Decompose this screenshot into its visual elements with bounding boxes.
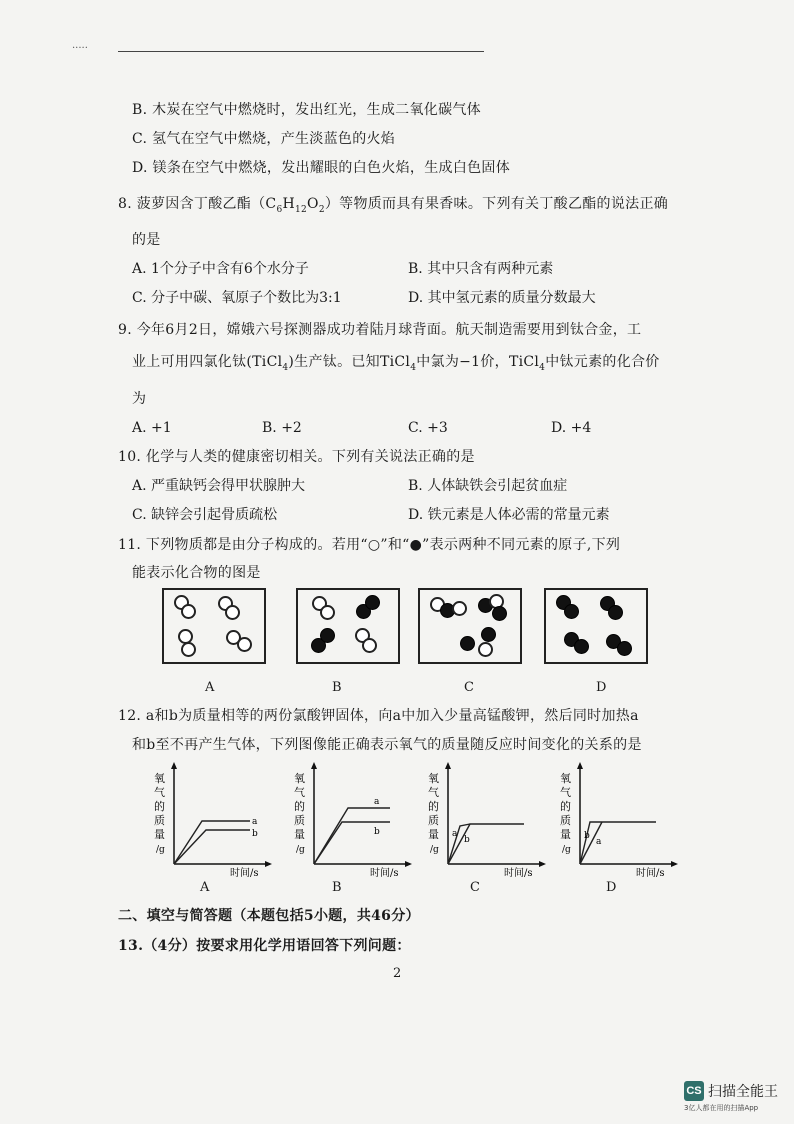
q10-stem: 10. 化学与人类的健康密切相关。下列有关说法正确的是: [118, 449, 475, 465]
q8-option-a: A. 1个分子中含有6个水分子: [132, 261, 309, 277]
svg-text:氧: 氧: [294, 772, 305, 785]
header-rule: [118, 51, 484, 52]
series-b-label: b: [584, 831, 590, 841]
q9-option-d: D. +4: [551, 420, 592, 436]
q10-option-c: C. 缺锌会引起骨质疏松: [132, 507, 278, 523]
svg-text:/g: /g: [296, 845, 305, 855]
q9-stem-line3: 为: [132, 391, 147, 407]
svg-text:的: 的: [560, 800, 571, 813]
scanner-watermark: [684, 1080, 778, 1113]
molecule-box-b: [296, 588, 400, 664]
series-a-label: a: [452, 829, 458, 839]
svg-text:的: 的: [428, 800, 439, 813]
q8-stem: 8. 菠萝因含丁酸乙酯$(C_6H_{12}O_2)$等物质而具有果香味。下列有关丁酸乙酯的说法正确: [118, 196, 669, 215]
molecule-box-a: [162, 588, 266, 664]
svg-text:气: 气: [428, 786, 439, 799]
svg-text:气: 气: [560, 786, 571, 799]
x-axis-label: 时间/s: [370, 868, 399, 878]
svg-text:量: 量: [154, 828, 165, 841]
black-atom: [320, 628, 335, 643]
q8-option-b: B. 其中只含有两种元素: [408, 261, 554, 277]
series-a-label: a: [596, 837, 602, 847]
svg-text:/g: /g: [156, 845, 165, 855]
svg-text:量: 量: [560, 828, 571, 841]
watermark-title: 扫描全能王: [708, 1083, 778, 1100]
q12-label-c: C: [470, 880, 480, 895]
svg-text:的: 的: [154, 800, 165, 813]
q9-option-c: C. +3: [408, 420, 448, 436]
q10-option-b: B. 人体缺铁会引起贫血症: [408, 478, 568, 494]
white-atom: [320, 605, 335, 620]
series-b-label: b: [464, 835, 470, 845]
q7-option-b: B. 木炭在空气中燃烧时，发出红光，生成二氧化碳气体: [132, 102, 481, 118]
black-atom: [574, 639, 589, 654]
q8-stem-line2: 的是: [132, 232, 161, 248]
black-atom: [460, 636, 475, 651]
q7-option-c: C. 氢气在空气中燃烧，产生淡蓝色的火焰: [132, 131, 396, 147]
page-number: 2: [393, 966, 402, 981]
section-2-title: 二、填空与简答题（本题包括5小题，共46分）: [118, 908, 420, 924]
q13-stem: 13.（4分）按要求用化学用语回答下列问题：: [118, 938, 411, 954]
q9-option-b: B. +2: [262, 420, 302, 436]
white-atom: [452, 601, 467, 616]
svg-text:气: 气: [294, 786, 305, 799]
molecule-box-c: [418, 588, 522, 664]
white-atom: [237, 637, 252, 652]
oxygen-graph-a: [150, 760, 274, 878]
q10-option-a: A. 严重缺钙会得甲状腺肿大: [132, 478, 306, 494]
x-axis-label: 时间/s: [230, 868, 259, 878]
oxygen-graph-c: [424, 760, 548, 878]
white-atom: [181, 642, 196, 657]
svg-text:氧: 氧: [560, 772, 571, 785]
series-b-label: b: [252, 829, 258, 839]
white-atom: [181, 604, 196, 619]
svg-text:量: 量: [428, 828, 439, 841]
svg-text:量: 量: [294, 828, 305, 841]
svg-text:质: 质: [294, 814, 305, 827]
black-atom: [365, 595, 380, 610]
q8-option-c: C. 分子中碳、氧原子个数比为3:1: [132, 290, 342, 306]
white-atom: [225, 605, 240, 620]
q11-label-b: B: [332, 680, 342, 695]
q12-stem-line1: 12. a和b为质量相等的两份氯酸钾固体，向a中加入少量高锰酸钾，然后同时加热a: [118, 708, 639, 724]
white-atom: [478, 642, 493, 657]
q8-option-d: D. 其中氢元素的质量分数最大: [408, 290, 596, 306]
svg-text:质: 质: [154, 814, 165, 827]
series-a-label: a: [374, 797, 380, 807]
svg-text:质: 质: [560, 814, 571, 827]
x-axis-label: 时间/s: [636, 868, 665, 878]
svg-text:的: 的: [294, 800, 305, 813]
molecule-box-d: [544, 588, 648, 664]
q9-stem-line1: 9. 今年6月2日，嫦娥六号探测器成功着陆月球背面。航天制造需要用到钛合金，工: [118, 322, 642, 338]
black-atom: [608, 605, 623, 620]
q11-label-d: D: [596, 680, 607, 695]
svg-text:气: 气: [154, 786, 165, 799]
q11-stem-line2: 能表示化合物的图是: [132, 565, 261, 581]
q9-stem-line2: 业上可用四氯化钛(TiCl$_4$)生产钛。已知TiCl$_4$中氯为−1价，TiCl$_4$中钛元素的化合价: [132, 354, 660, 373]
svg-text:质: 质: [428, 814, 439, 827]
q12-label-b: B: [332, 880, 342, 895]
q12-label-a: A: [200, 880, 210, 895]
oxygen-graph-b: [290, 760, 414, 878]
x-axis-label: 时间/s: [504, 868, 533, 878]
black-atom: [564, 604, 579, 619]
black-atom: [492, 606, 507, 621]
oxygen-graph-d: [556, 760, 680, 878]
q12-stem-line2: 和b至不再产生气体，下列图像能正确表示氧气的质量随反应时间变化的关系的是: [132, 737, 642, 753]
q11-label-c: C: [464, 680, 474, 695]
q10-option-d: D. 铁元素是人体必需的常量元素: [408, 507, 610, 523]
q9-option-a: A. +1: [132, 420, 172, 436]
black-atom: [481, 627, 496, 642]
camscanner-logo-icon: CS: [684, 1081, 704, 1101]
svg-text:/g: /g: [430, 845, 439, 855]
q11-stem-line1: 11. 下列物质都是由分子构成的。若用“○”和“●”表示两种不同元素的原子,下列: [118, 537, 621, 553]
svg-text:氧: 氧: [428, 772, 439, 785]
q12-label-d: D: [606, 880, 617, 895]
black-atom: [617, 641, 632, 656]
watermark-subtitle: 3亿人都在用的扫描App: [684, 1103, 759, 1112]
series-b-label: b: [374, 827, 380, 837]
series-a-label: a: [252, 817, 258, 827]
white-atom: [362, 638, 377, 653]
svg-text:/g: /g: [562, 845, 571, 855]
header-dots: .....: [72, 40, 88, 51]
q11-label-a: A: [205, 680, 215, 695]
svg-text:氧: 氧: [154, 772, 165, 785]
q7-option-d: D. 镁条在空气中燃烧，发出耀眼的白色火焰，生成白色固体: [132, 160, 511, 176]
